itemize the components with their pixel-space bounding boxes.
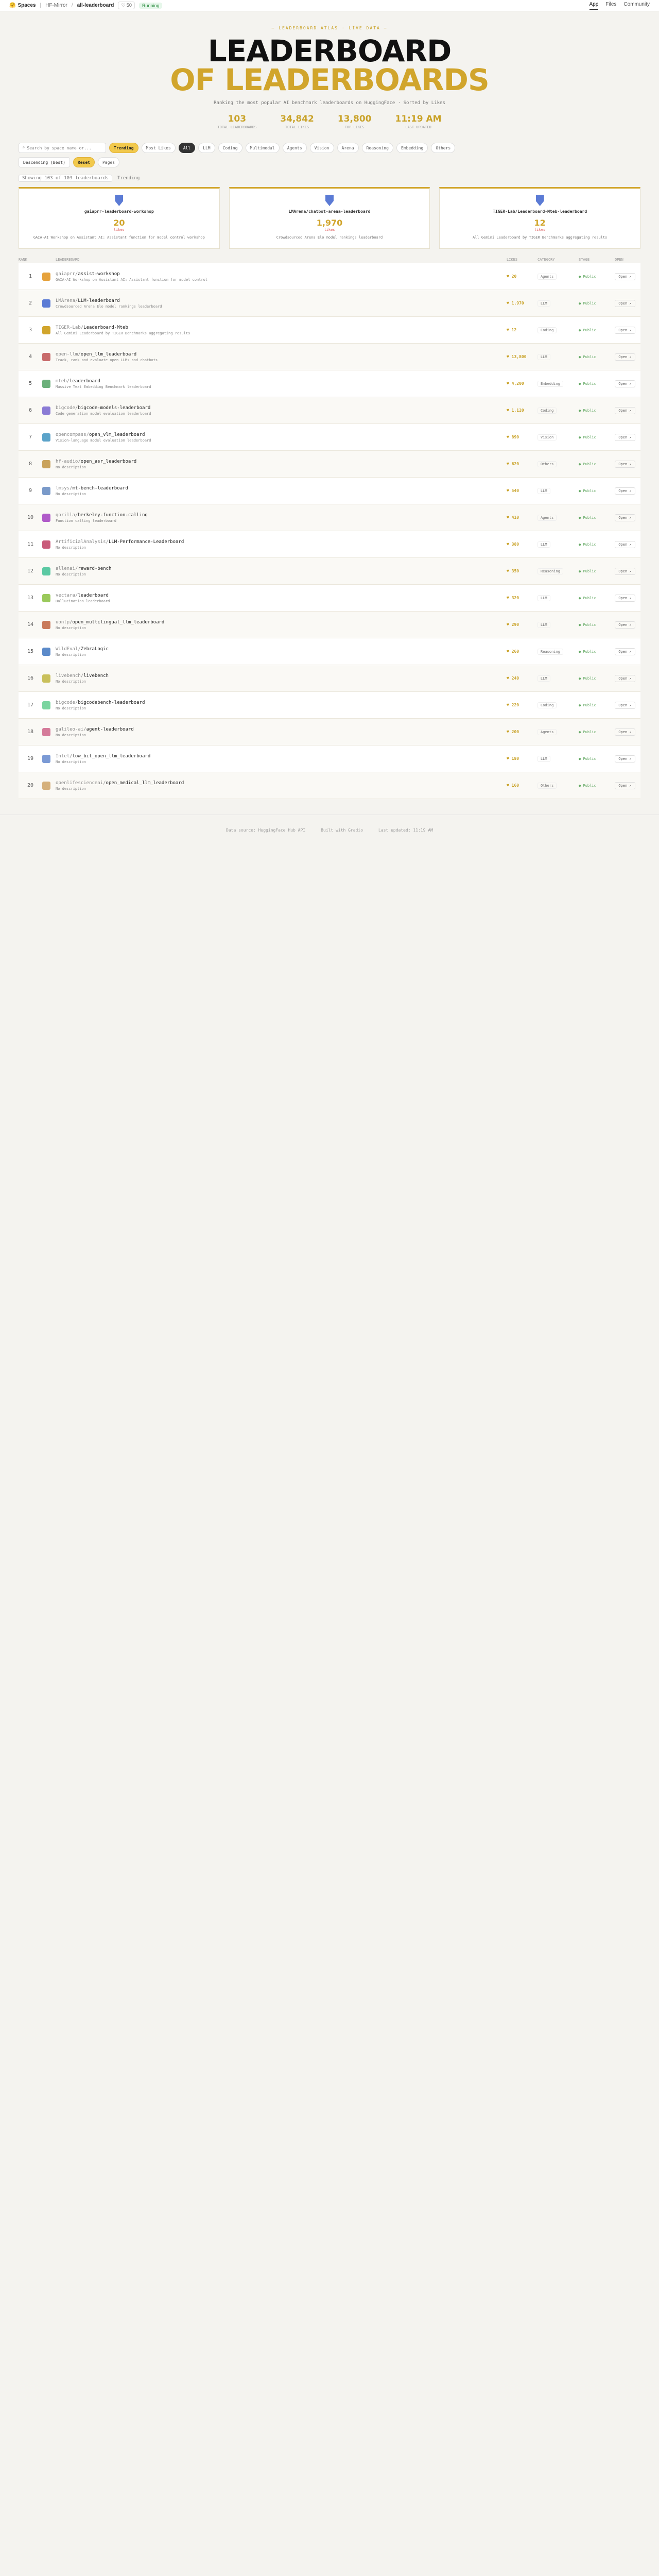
leaderboard-title[interactable]: lmsys/mt-bench-leaderboard <box>56 485 128 491</box>
open-button[interactable]: Open ↗ <box>615 621 635 629</box>
avatar <box>42 487 50 495</box>
stage-label: ● Public <box>579 569 596 573</box>
open-button[interactable]: Open ↗ <box>615 702 635 709</box>
controls <box>0 143 659 167</box>
table-row[interactable] <box>19 397 640 424</box>
open-button[interactable]: Open ↗ <box>615 461 635 468</box>
rank: 10 <box>27 515 34 520</box>
category-tag: LLM <box>537 301 579 306</box>
table-row[interactable] <box>19 451 640 478</box>
category-tag: LLM <box>537 756 579 761</box>
likes-count: ♥ 1,970 <box>507 301 524 306</box>
category-tag: LLM <box>537 596 579 601</box>
filter-vision[interactable]: Vision <box>310 143 334 153</box>
rank: 11 <box>27 541 34 547</box>
rank: 1 <box>28 274 32 279</box>
hero-subtitle: Ranking the most popular AI benchmark leaderboards on HuggingFace · Sorted by Likes <box>214 100 445 106</box>
leaderboard-title[interactable]: gaiaprr/assist-workshop <box>56 271 120 277</box>
avatar <box>42 594 50 602</box>
filter-multimodal[interactable]: Multimodal <box>246 143 280 153</box>
leaderboard-title[interactable]: ArtificialAnalysis/LLM-Performance-Leaderboard <box>56 539 184 545</box>
stage-label: ● Public <box>579 756 596 761</box>
rank: 4 <box>28 354 32 360</box>
footer-built[interactable]: Built with Gradio <box>321 828 363 833</box>
tab-files[interactable]: Files <box>605 1 617 7</box>
stat-total: 103 TOTAL LEADERBOARDS <box>217 114 257 129</box>
rank: 9 <box>28 488 32 494</box>
likes-count: ♥ 12 <box>507 328 517 332</box>
podium-card[interactable]: TIGER-Lab/Leaderboard-Mteb-leaderboard 12 likes All Gemini Leaderboard by TIGER Benchmarks aggregating results <box>439 187 640 249</box>
leaderboard-desc: No description <box>56 679 86 684</box>
filter-all[interactable]: All <box>179 143 195 153</box>
stage-label: ● Public <box>579 488 596 493</box>
leaderboard-desc: Massive Text Embedding Benchmark leaderboard <box>56 384 151 389</box>
open-button[interactable]: Open ↗ <box>615 648 635 655</box>
category-tag: Agents <box>537 274 579 279</box>
open-button[interactable]: Open ↗ <box>615 407 635 414</box>
category-tag: Coding <box>537 703 579 708</box>
leaderboard-desc: No description <box>56 625 86 630</box>
filter-arena[interactable]: Arena <box>337 143 359 153</box>
count-bar <box>0 175 659 182</box>
filter-agents[interactable]: Agents <box>283 143 307 153</box>
table-row[interactable] <box>19 719 640 745</box>
search-input[interactable] <box>27 146 99 150</box>
footer-source: Data source: HuggingFace Hub API <box>226 828 306 833</box>
table-row[interactable] <box>19 531 640 558</box>
likes-count: ♥ 20 <box>507 274 517 279</box>
stage-label: ● Public <box>579 515 596 520</box>
table-row[interactable] <box>19 290 640 317</box>
leaderboard-desc: No description <box>56 492 86 496</box>
leaderboard-title[interactable]: open-llm/open_llm_leaderboard <box>56 351 137 357</box>
rank: 15 <box>27 649 34 654</box>
category-tag: Agents <box>537 730 579 735</box>
leaderboard-title[interactable]: vectara/leaderboard <box>56 592 109 598</box>
category-tag: LLM <box>537 542 579 547</box>
rank: 14 <box>27 622 34 628</box>
leaderboard-desc: No description <box>56 545 86 550</box>
rank: 12 <box>27 568 34 574</box>
open-button[interactable]: Open ↗ <box>615 300 635 307</box>
filter-coding[interactable]: Coding <box>218 143 242 153</box>
rank: 13 <box>27 595 34 601</box>
table-row[interactable] <box>19 692 640 719</box>
table-row[interactable] <box>19 612 640 638</box>
table-header: RANK LEADERBOARD LIKES CATEGORY STAGE OPEN <box>19 258 623 262</box>
open-button[interactable]: Open ↗ <box>615 728 635 736</box>
likes-count: ♥ 380 <box>507 542 519 547</box>
avatar <box>42 406 50 415</box>
leaderboard-desc: No description <box>56 465 86 469</box>
leaderboard-title[interactable]: TIGER-Lab/Leaderboard-Mteb <box>56 325 128 330</box>
reset-button[interactable]: Reset <box>73 157 95 167</box>
space-nav <box>589 2 650 10</box>
filter-embedding[interactable]: Embedding <box>396 143 428 153</box>
table-row[interactable] <box>19 370 640 397</box>
stage-label: ● Public <box>579 649 596 654</box>
open-button[interactable]: Open ↗ <box>615 380 635 387</box>
sort-select[interactable]: Descending (Best) <box>19 157 70 167</box>
category-tag: LLM <box>537 488 579 494</box>
avatar <box>42 540 50 549</box>
avatar <box>42 621 50 629</box>
repo-owner[interactable]: HF-Mirror <box>45 3 67 8</box>
table-row[interactable] <box>19 317 640 344</box>
rank: 8 <box>28 461 32 467</box>
stage-label: ● Public <box>579 730 596 734</box>
stage-label: ● Public <box>579 676 596 681</box>
likes-count: ♥ 540 <box>507 488 519 493</box>
avatar <box>42 648 50 656</box>
filter-most-likes[interactable]: Most Likes <box>142 143 176 153</box>
footer <box>0 815 659 845</box>
podium <box>0 187 659 249</box>
open-button[interactable]: Open ↗ <box>615 541 635 548</box>
medal-icon <box>115 195 123 206</box>
likes-count: ♥ 350 <box>507 569 519 573</box>
stage-label: ● Public <box>579 703 596 707</box>
category-tag: LLM <box>537 676 579 681</box>
leaderboard-title[interactable]: hf-audio/open_asr_leaderboard <box>56 459 137 464</box>
rank: 16 <box>27 675 34 681</box>
leaderboard-desc: No description <box>56 733 86 737</box>
filter-reasoning[interactable]: Reasoning <box>362 143 393 153</box>
tab-community[interactable]: Community <box>623 1 650 7</box>
avatar <box>42 299 50 308</box>
avatar <box>42 433 50 442</box>
tab-app[interactable]: App <box>589 2 599 10</box>
likes-count: ♥ 260 <box>507 649 519 654</box>
category-tag: Vision <box>537 435 579 440</box>
table-row[interactable] <box>19 638 640 665</box>
rank: 7 <box>28 434 32 440</box>
table-row[interactable] <box>19 504 640 531</box>
hero-kicker: — LEADERBOARD ATLAS · LIVE DATA — <box>271 26 388 30</box>
search-icon: ⌕ <box>22 145 25 150</box>
stat-likes: 34,842 TOTAL LIKES <box>280 114 314 129</box>
search-box[interactable] <box>19 143 106 153</box>
leaderboard-title[interactable]: galileo-ai/agent-leaderboard <box>56 726 134 732</box>
table-row[interactable] <box>19 478 640 504</box>
table-row[interactable] <box>19 263 640 290</box>
category-tag: Reasoning <box>537 569 579 574</box>
category-tag: Agents <box>537 515 579 520</box>
avatar <box>42 728 50 736</box>
table-row[interactable] <box>19 585 640 612</box>
category-tag: Others <box>537 783 579 788</box>
leaderboard-desc: GAIA-AI Workshop on Assistant AI: Assistant function for model control <box>56 277 208 282</box>
open-button[interactable]: Open ↗ <box>615 755 635 762</box>
leaderboard-desc: No description <box>56 706 86 710</box>
leaderboard-desc: Hallucination leaderboard <box>56 599 110 603</box>
rank: 20 <box>27 783 34 788</box>
rank: 3 <box>28 327 32 333</box>
likes-count: ♥ 220 <box>507 703 519 707</box>
stage-label: ● Public <box>579 783 596 788</box>
open-button[interactable]: Open ↗ <box>615 782 635 789</box>
leaderboard-desc: Function calling leaderboard <box>56 518 117 523</box>
avatar <box>42 326 50 334</box>
leaderboard-title[interactable]: WildEval/ZebraLogic <box>56 646 109 652</box>
filter-trending[interactable]: Trending <box>109 143 138 153</box>
table-row[interactable] <box>19 665 640 692</box>
rank: 6 <box>28 408 32 413</box>
rank: 17 <box>27 702 34 708</box>
avatar <box>42 782 50 790</box>
avatar <box>42 755 50 763</box>
avatar <box>42 567 50 575</box>
open-button[interactable]: Open ↗ <box>615 514 635 521</box>
filter-others[interactable]: Others <box>431 143 455 153</box>
leaderboard-desc: Vision-language model evaluation leaderboard <box>56 438 151 443</box>
leaderboard-title[interactable]: opencompass/open_vlm_leaderboard <box>56 432 145 437</box>
avatar <box>42 460 50 468</box>
leaderboard-title[interactable]: Intel/low_bit_open_llm_leaderboard <box>56 753 151 759</box>
like-button[interactable]: ♡ 50 <box>118 2 135 9</box>
podium-card[interactable]: LMArena/chatbot-arena-leaderboard 1,970 likes Crowdsourced Arena Elo model rankings leaderboard <box>229 187 430 249</box>
leaderboard-desc: No description <box>56 652 86 657</box>
rank: 19 <box>27 756 34 761</box>
leaderboard-title[interactable]: uonlp/open_multilingual_llm_leaderboard <box>56 619 165 625</box>
stage-label: ● Public <box>579 462 596 466</box>
open-button[interactable]: Open ↗ <box>615 273 635 280</box>
pages-button[interactable]: Pages <box>98 157 119 167</box>
likes-count: ♥ 620 <box>507 462 519 466</box>
stage-label: ● Public <box>579 408 596 413</box>
podium-card[interactable]: gaiaprr-leaderboard-workshop 20 likes GAIA-AI Workshop on Assistant AI: Assistant function for model control workshop <box>19 187 220 249</box>
avatar <box>42 380 50 388</box>
open-button[interactable]: Open ↗ <box>615 327 635 334</box>
leaderboard-desc: All Gemini Leaderboard by TIGER Benchmarks aggregating results <box>56 331 190 335</box>
likes-count: ♥ 1,120 <box>507 408 524 413</box>
category-tag: Coding <box>537 328 579 333</box>
avatar <box>42 353 50 361</box>
avatar <box>42 701 50 709</box>
stats <box>0 114 659 129</box>
leaderboard-desc: No description <box>56 572 86 577</box>
open-button[interactable]: Open ↗ <box>615 568 635 575</box>
open-button[interactable]: Open ↗ <box>615 353 635 361</box>
spaces-logo[interactable]: 🤗 Spaces <box>9 3 36 8</box>
leaderboard-desc: Code generation model evaluation leaderboard <box>56 411 151 416</box>
rank: 18 <box>27 729 34 735</box>
rank: 2 <box>28 300 32 306</box>
table-row[interactable] <box>19 424 640 451</box>
likes-count: ♥ 290 <box>507 622 519 627</box>
open-button[interactable]: Open ↗ <box>615 595 635 602</box>
stage-label: ● Public <box>579 274 596 279</box>
leaderboard-desc: Crowdsourced Arena Elo model rankings leaderboard <box>56 304 162 309</box>
category-tag: Others <box>537 462 579 467</box>
repo-name[interactable]: all-leaderboard <box>77 3 114 8</box>
leaderboard-desc: No description <box>56 759 86 764</box>
footer-updated: Last updated: 11:19 AM <box>378 828 433 833</box>
likes-count: ♥ 160 <box>507 783 519 788</box>
title-line-1: LEADERBOARD <box>207 33 452 69</box>
avatar <box>42 514 50 522</box>
likes-count: ♥ 13,800 <box>507 354 527 359</box>
leaderboard-list <box>0 263 659 799</box>
hero <box>0 11 659 135</box>
page-title <box>0 33 659 97</box>
open-button[interactable]: Open ↗ <box>615 434 635 441</box>
leaderboard-title[interactable]: gorilla/berkeley-function-calling <box>56 512 148 518</box>
stage-label: ● Public <box>579 328 596 332</box>
leaderboard-desc: Track, rank and evaluate open LLMs and chatbots <box>56 358 158 362</box>
stat-updated: 11:19 AM LAST UPDATED <box>395 114 442 129</box>
medal-icon <box>536 195 544 206</box>
stage-label: ● Public <box>579 622 596 627</box>
filter-llm[interactable]: LLM <box>198 143 215 153</box>
stage-label: ● Public <box>579 354 596 359</box>
table-row[interactable] <box>19 772 640 799</box>
category-tag: Coding <box>537 408 579 413</box>
category-tag: Reasoning <box>537 649 579 654</box>
open-button[interactable]: Open ↗ <box>615 675 635 682</box>
likes-count: ♥ 240 <box>507 676 519 681</box>
avatar <box>42 273 50 281</box>
stage-label: ● Public <box>579 596 596 600</box>
leaderboard-title[interactable]: allenai/reward-bench <box>56 566 112 571</box>
category-tag: Embedding <box>537 381 579 386</box>
category-tag: LLM <box>537 354 579 360</box>
likes-count: ♥ 200 <box>507 730 519 734</box>
status-badge: Running <box>139 3 163 9</box>
leaderboard-title[interactable]: bigcode/bigcodebench-leaderboard <box>56 700 145 705</box>
topbar: 🤗 Spaces | HF-Mirror / all-leaderboard ♡ 50 Running App Files Community <box>0 0 659 11</box>
leaderboard-title[interactable]: livebench/livebench <box>56 673 109 679</box>
leaderboard-title[interactable]: mteb/leaderboard <box>56 378 100 384</box>
trending-label: Trending <box>117 176 140 181</box>
stage-label: ● Public <box>579 542 596 547</box>
rank: 5 <box>28 381 32 386</box>
stage-label: ● Public <box>579 381 596 386</box>
leaderboard-title[interactable]: openlifescienceai/open_medical_llm_leaderboard <box>56 780 184 786</box>
avatar <box>42 674 50 683</box>
likes-count: ♥ 410 <box>507 515 519 520</box>
medal-icon <box>325 195 334 206</box>
category-tag: LLM <box>537 622 579 628</box>
stage-label: ● Public <box>579 301 596 306</box>
likes-count: ♥ 4,200 <box>507 381 524 386</box>
title-line-2: OF LEADERBOARDS <box>170 62 489 97</box>
leaderboard-desc: No description <box>56 786 86 791</box>
likes-count: ♥ 180 <box>507 756 519 761</box>
likes-count: ♥ 320 <box>507 596 519 600</box>
showing-count: Showing 103 of 103 leaderboards <box>19 175 112 182</box>
open-button[interactable]: Open ↗ <box>615 487 635 495</box>
table-row[interactable] <box>19 344 640 370</box>
stat-top: 13,800 TOP LIKES <box>337 114 372 129</box>
table-row[interactable] <box>19 745 640 772</box>
likes-count: ♥ 890 <box>507 435 519 439</box>
leaderboard-title[interactable]: LMArena/LLM-leaderboard <box>56 298 120 303</box>
leaderboard-title[interactable]: bigcode/bigcode-models-leaderboard <box>56 405 151 411</box>
stage-label: ● Public <box>579 435 596 439</box>
table-row[interactable] <box>19 558 640 585</box>
